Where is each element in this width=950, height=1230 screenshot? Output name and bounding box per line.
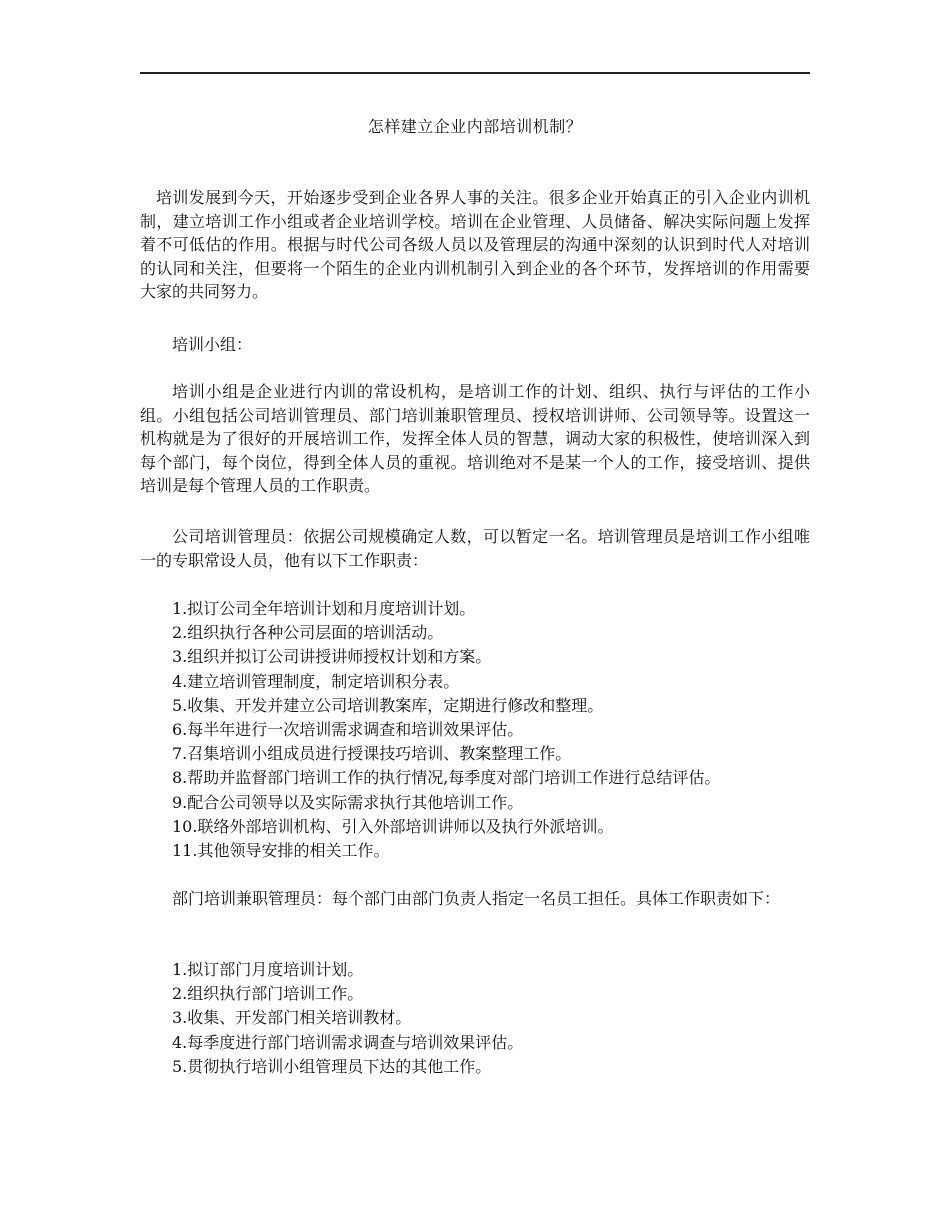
list-item: 1.拟订公司全年培训计划和月度培训计划。	[172, 599, 476, 618]
list-item: 9.配合公司领导以及实际需求执行其他培训工作。	[172, 792, 524, 812]
list-item: 2.组织执行部门培训工作。	[172, 984, 364, 1004]
list-item: 2.组织执行各种公司层面的培训活动。	[172, 623, 444, 643]
dept-paragraph: 部门培训兼职管理员：每个部门由部门负责人指定一名员工担任。具体工作职责如下：	[172, 889, 781, 908]
document-title: 怎样建立企业内部培训机制？	[367, 117, 583, 136]
list-item: 11.其他领导安排的相关工作。	[172, 841, 390, 861]
list-item: 10.联络外部培训机构、引入外部培训讲师以及执行外派培训。	[172, 816, 614, 836]
list-item: 6.每半年进行一次培训需求调查和培训效果评估。	[172, 720, 524, 740]
list-item: 5.收集、开发并建立公司培训教案库，定期进行修改和整理。	[172, 695, 604, 715]
group-heading: 培训小组：	[172, 335, 253, 354]
list-item: 5.贯彻执行培训小组管理员下达的其他工作。	[172, 1056, 492, 1076]
group-paragraph: 培训小组是企业进行内训的常设机构，是培训工作的计划、组织、执行与评估的工作小组。小组包括公司培训管理员、部门培训兼职管理员、授权培训讲师、公司领导等。设置这一机构就是为了很好的开展培训工作，发挥全体人员的智慧，调动大家的积极性，使培训深入到每个部门，每个岗位，得到全体人员的重视。培训绝对不是某一个人的工作，接受培训、提供培训是每个管理人员的工作职责。	[140, 382, 810, 495]
header-rule	[140, 72, 810, 74]
intro-paragraph: 培训发展到今天，开始逐步受到企业各界人事的关注。很多企业开始真正的引入企业内训机制，建立培训工作小组或者企业培训学校。培训在企业管理、人员储备、解决实际问题上发挥着不可低估的作用。根据与时代公司各级人员以及管理层的沟通中深刻的认识到时代人对培训的认同和关注，但要将一个陌生的企业内训机制引入到企业的各个环节，发挥培训的作用需要大家的共同努力。	[140, 188, 810, 301]
list-item: 4.建立培训管理制度，制定培训积分表。	[172, 671, 460, 691]
list-item: 7.召集培训小组成员进行授课技巧培训、教案整理工作。	[172, 744, 572, 764]
list-item: 3.组织并拟订公司讲授讲师授权计划和方案。	[172, 647, 492, 667]
list-item: 4.每季度进行部门培训需求调查与培训效果评估。	[172, 1032, 524, 1052]
dept-duties-list	[172, 958, 812, 1079]
manager-duties-list	[172, 597, 812, 863]
list-item: 1.拟订部门月度培训计划。	[172, 960, 364, 979]
list-item: 8.帮助并监督部门培训工作的执行情况,每季度对部门培训工作进行总结评估。	[172, 768, 721, 788]
list-item: 3.收集、开发部门相关培训教材。	[172, 1008, 412, 1028]
manager-paragraph: 公司培训管理员：依据公司规模确定人数，可以暂定一名。培训管理员是培训工作小组唯一的专职常设人员，他有以下工作职责：	[140, 527, 810, 570]
